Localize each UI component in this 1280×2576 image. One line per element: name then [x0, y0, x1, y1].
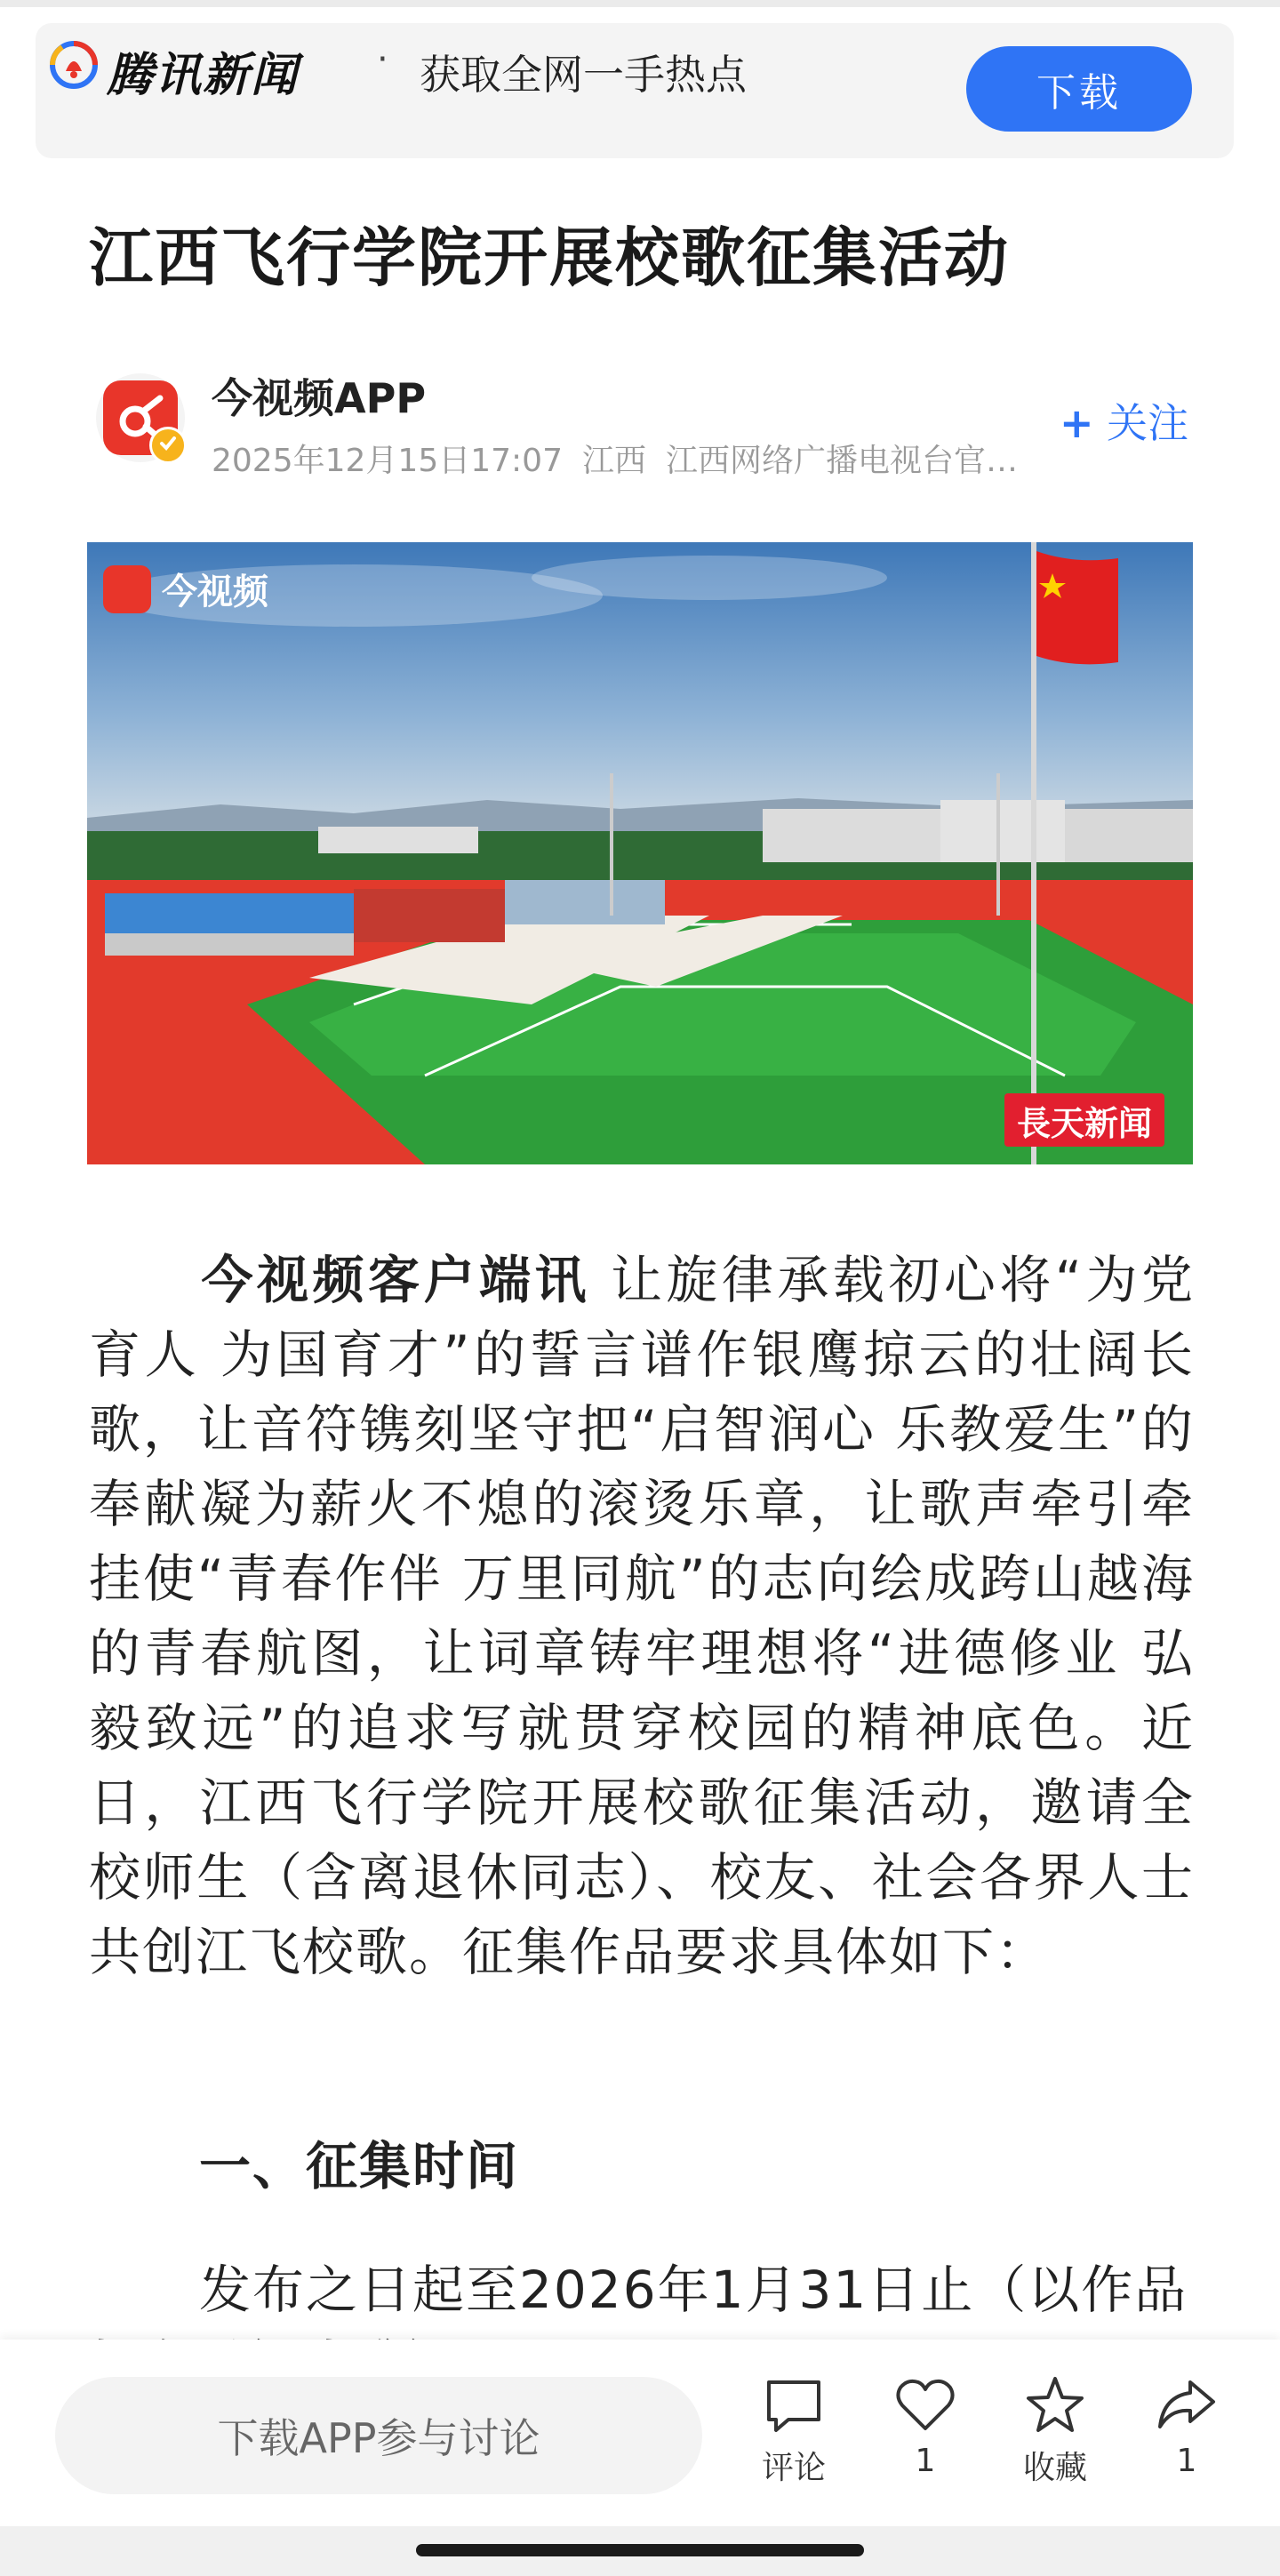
- region: 江西: [581, 443, 646, 479]
- share-icon: [1155, 2373, 1219, 2437]
- like-button[interactable]: [868, 2373, 983, 2479]
- star-icon: [1023, 2373, 1087, 2437]
- jinshipin-logo-icon: [103, 565, 151, 613]
- article-meta: [212, 436, 1029, 481]
- share-count: 1: [1176, 2443, 1197, 2479]
- comment-button[interactable]: [736, 2373, 852, 2488]
- heart-icon: [893, 2373, 957, 2437]
- article-body-continued: [89, 2252, 1195, 2347]
- like-count: 1: [915, 2443, 936, 2479]
- follow-label: 关注: [1107, 399, 1189, 447]
- body-paragraph: 让旋律承载初心将“为党育人 为国育才”的誓言谱作银鹰掠云的壮阔长歌，让音符镌刻坚守把“启智润心 乐教爱生”的奉献凝为薪火不熄的滚烫乐章，让歌声牵引牵挂使“青春作伴 万里同航”的志向绘成跨山越海的青春航图，让词章铸牢理想将“进德修业 弘毅致远”的追求写就贯穿校园的精神底色。近日，江西飞行学院开展校歌征集活动，邀请全校师生（含离退休同志）、校友、社会各界人士共创江飞校歌。征集作品要求具体如下：: [89, 1250, 1195, 1982]
- photo-watermark: 長天新闻: [1004, 1093, 1164, 1147]
- author-avatar[interactable]: [96, 373, 185, 462]
- home-indicator[interactable]: [416, 2544, 864, 2556]
- brand-slogan: 获取全网一手热点: [420, 51, 747, 99]
- tencent-news-logo-icon: [50, 41, 98, 89]
- author-name[interactable]: 今视频APP: [212, 374, 427, 422]
- aerial-campus-photo: [87, 542, 1193, 1164]
- article-body: [89, 1243, 1195, 1989]
- comment-icon: [762, 2373, 826, 2437]
- comment-label: 评论: [761, 2450, 826, 2486]
- article-title: 江西飞行学院开展校歌征集活动: [89, 220, 1011, 295]
- bottom-action-bar: [0, 2340, 1280, 2526]
- verified-badge-icon: [149, 427, 187, 464]
- lead-text: 今视频客户端讯: [199, 1250, 590, 1310]
- plus-icon: +: [1060, 399, 1094, 447]
- publish-datetime: 2025年12月15日17:07: [212, 443, 563, 479]
- favorite-label: 收藏: [1022, 2450, 1087, 2486]
- share-button[interactable]: [1129, 2373, 1244, 2479]
- photo-source-logo: [103, 564, 268, 614]
- photo-logo-text: 今视频: [162, 572, 268, 612]
- separator-dot: ·: [377, 39, 388, 80]
- section-heading: 一、征集时间: [199, 2136, 520, 2196]
- article-photo[interactable]: [87, 542, 1193, 1164]
- brand-name: 腾讯新闻: [107, 49, 300, 102]
- tail-line-1: 发布之日起至2026年1月31日止（以作品: [199, 2260, 1188, 2320]
- download-button[interactable]: 下载: [966, 46, 1192, 132]
- favorite-button[interactable]: [997, 2373, 1113, 2488]
- follow-button[interactable]: [1060, 391, 1188, 450]
- comment-input[interactable]: 下载APP参与讨论: [55, 2377, 702, 2494]
- source-name: 江西网络广播电视台官…: [666, 443, 1019, 479]
- status-strip: [0, 0, 1280, 7]
